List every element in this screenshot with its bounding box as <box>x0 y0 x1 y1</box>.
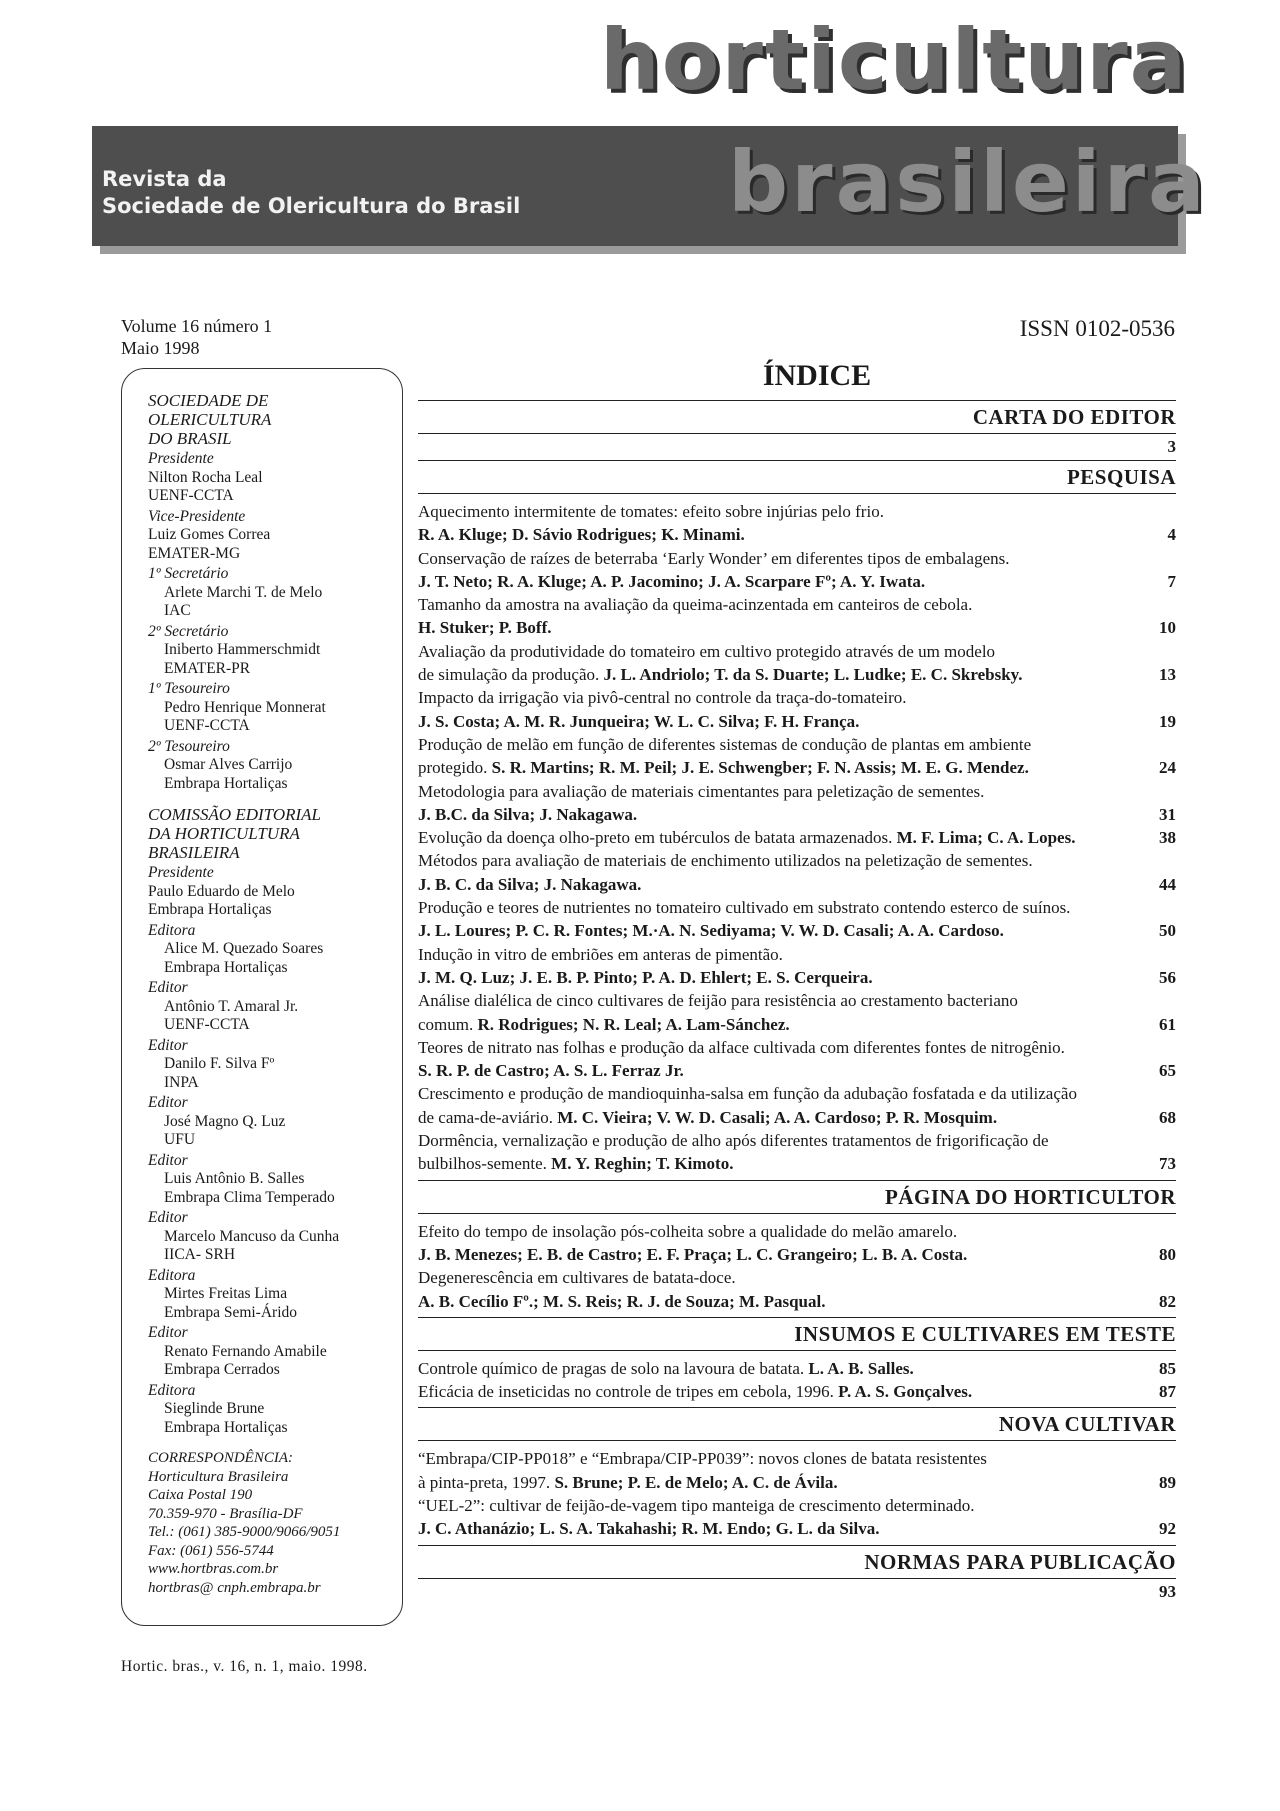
correspondence-line: Tel.: (061) 385-9000/9066/9051 <box>148 1524 341 1540</box>
toc-entry <box>418 756 1176 779</box>
role-label: Presidente <box>148 450 214 467</box>
person-affiliation: UENF-CCTA <box>164 717 250 734</box>
entry-title: Aquecimento intermitente de tomates: efeito sobre injúrias pelo frio. <box>418 502 884 521</box>
person-affiliation: Embrapa Hortaliças <box>164 958 288 976</box>
entry-title: Produção de melão em função de diferentes sistemas de condução de plantas em ambiente <box>418 734 1032 754</box>
person-affiliation: Embrapa Semi-Árido <box>164 1303 298 1321</box>
toc-entry <box>418 616 1176 639</box>
entry-authors: S. Brune; P. E. de Melo; A. C. de Ávila. <box>554 1472 838 1492</box>
toc-entry <box>418 966 1176 989</box>
person-name: Mirtes Freitas Lima <box>164 1285 288 1302</box>
entry-title-cont: Controle químico de pragas de solo na lavoura de batata. <box>418 1358 809 1378</box>
person-affiliation: EMATER-MG <box>148 544 241 562</box>
toc-entry <box>418 1013 1176 1036</box>
entry-page: 92 <box>1159 1519 1176 1539</box>
role-label: 2º Tesoureiro <box>148 737 230 755</box>
person-affiliation: UFU <box>164 1131 196 1148</box>
person-name: Luis Antônio B. Salles <box>164 1170 305 1187</box>
section-heading-nova-cultivar: NOVA CULTIVAR <box>998 1412 1176 1437</box>
society-name-line: OLERICULTURA <box>148 410 272 429</box>
person-name: Renato Fernando Amabile <box>164 1342 327 1360</box>
person-name: Osmar Alves Carrijo <box>164 756 293 773</box>
officers-list <box>148 450 392 793</box>
person-name: Marcelo Mancuso da Cunha <box>164 1227 340 1245</box>
journal-title-line1: horticultura <box>600 11 1189 109</box>
entry-authors: S. R. Martins; R. M. Peil; J. E. Schwengber; F. N. Assis; M. E. G. Mendez. <box>491 758 1029 778</box>
page-number: 93 <box>1159 1581 1176 1601</box>
masthead-banner <box>92 126 1208 246</box>
entry-page: 80 <box>1159 1244 1176 1264</box>
entry-title-cont: de simulação da produção. <box>418 665 604 685</box>
entry-page: 89 <box>1159 1472 1176 1492</box>
toc-entry <box>418 1243 1176 1266</box>
section-heading-horticultor: PÁGINA DO HORTICULTOR <box>885 1184 1176 1209</box>
correspondence-line: www.hortbras.com.br <box>148 1561 279 1577</box>
role-label: Presidente <box>148 864 214 881</box>
role-label: Editora <box>148 921 196 939</box>
role-label: Editor <box>148 1324 188 1341</box>
person-name: Nilton Rocha Leal <box>148 468 263 486</box>
entry-authors: R. Rodrigues; N. R. Leal; A. Lam-Sánchez. <box>477 1014 790 1034</box>
correspondence-line: Fax: (061) 556-5744 <box>148 1542 274 1559</box>
entry-page: 13 <box>1159 665 1176 685</box>
issn: ISSN 0102-0536 <box>1019 316 1175 341</box>
entry-page: 50 <box>1159 921 1176 941</box>
person-affiliation: Embrapa Clima Temperado <box>164 1188 335 1206</box>
person-affiliation: IAC <box>164 602 191 619</box>
person-name: Paulo Eduardo de Melo <box>148 882 295 900</box>
entry-title: Efeito do tempo de insolação pós-colheita sobre a qualidade do melão amarelo. <box>418 1221 958 1241</box>
section-heading-insumos: INSUMOS E CULTIVARES EM TESTE <box>794 1321 1176 1346</box>
correspondence-line: hortbras@ cnph.embrapa.br <box>148 1579 321 1596</box>
entry-page: 68 <box>1159 1107 1176 1127</box>
entry-page: 65 <box>1159 1061 1176 1081</box>
entry-title: Análise dialélica de cinco cultivares de feijão para resistência ao crestamento bacteriano <box>418 991 1018 1011</box>
society-name-line: SOCIEDADE DE <box>148 391 269 410</box>
pesquisa-entries-2 <box>418 849 1176 1175</box>
cultivar-entries <box>418 1447 1176 1540</box>
toc-entry <box>418 826 1176 849</box>
society-name-line: DO BRASIL <box>148 429 232 448</box>
correspondence-line: 70.359-970 - Brasília-DF <box>148 1505 303 1522</box>
role-label: Editor <box>148 979 188 996</box>
entry-authors: J. B. Menezes; E. B. de Castro; E. F. Praça; L. C. Grangeiro; L. B. A. Costa. <box>418 1244 968 1264</box>
entry-page: 82 <box>1159 1291 1176 1311</box>
person-name: Danilo F. Silva Fº <box>164 1055 275 1072</box>
volume-number: Volume 16 número 1 <box>121 316 273 336</box>
toc-entry <box>418 1106 1176 1129</box>
entry-title-cont: comum. <box>418 1014 478 1034</box>
person-affiliation: EMATER-PR <box>164 659 251 677</box>
role-label: 1º Tesoureiro <box>148 680 230 697</box>
entry-authors: P. A. S. Gonçalves. <box>838 1382 973 1402</box>
person-name: Luiz Gomes Correa <box>148 526 271 543</box>
entry-title: Teores de nitrato nas folhas e produção da alface cultivada com diferentes fontes de nitrogênio. <box>418 1037 1065 1057</box>
editors-list <box>148 864 392 1437</box>
role-label: Editor <box>148 1094 188 1111</box>
person-name: Alice M. Quezado Soares <box>164 940 324 957</box>
toc-entry <box>418 1380 1176 1403</box>
entry-authors: H. Stuker; P. Boff. <box>418 618 552 638</box>
citation-footer: Hortic. bras., v. 16, n. 1, maio. 1998. <box>121 1658 368 1675</box>
entry-authors: J. T. Neto; R. A. Kluge; A. P. Jacomino; J. A. Scarpare Fº; A. Y. Iwata. <box>418 571 926 591</box>
insumos-entries <box>418 1357 1176 1404</box>
subtitle-line2: Sociedade de Olericultura do Brasil <box>102 194 521 218</box>
person-name: Antônio T. Amaral Jr. <box>164 997 299 1015</box>
role-label: Vice-Presidente <box>148 507 246 525</box>
entry-title: Impacto da irrigação via pivô-central no controle da traça-do-tomateiro. <box>418 688 907 708</box>
person-name: Pedro Henrique Monnerat <box>164 698 326 716</box>
entry-authors: M. F. Lima; C. A. Lopes. <box>896 828 1076 848</box>
entry-authors: S. R. P. de Castro; A. S. L. Ferraz Jr. <box>418 1061 684 1081</box>
entry-page: 38 <box>1159 828 1176 848</box>
toc-entry <box>418 523 1176 546</box>
role-label: Editora <box>148 1266 196 1284</box>
correspondence-line: Horticultura Brasileira <box>148 1468 289 1485</box>
entry-page: 31 <box>1159 804 1176 824</box>
toc-entry <box>418 1471 1176 1494</box>
entry-page: 44 <box>1159 874 1176 894</box>
entry-page: 56 <box>1159 967 1176 987</box>
entry-page: 19 <box>1159 711 1176 731</box>
toc-entry <box>418 803 1176 826</box>
toc-entry <box>418 1357 1176 1380</box>
society-name <box>148 391 392 448</box>
person-name: Iniberto Hammerschmidt <box>164 641 321 658</box>
person-name: Arlete Marchi T. de Melo <box>164 583 323 601</box>
entry-authors: J. L. Loures; P. C. R. Fontes; M.·A. N. Sediyama; V. W. D. Casali; A. A. Cardoso. <box>418 921 1004 941</box>
role-label: Editor <box>148 1209 188 1226</box>
entry-page: 24 <box>1159 758 1176 778</box>
entry-page: 10 <box>1159 618 1176 638</box>
entry-title: Avaliação da produtividade do tomateiro em cultivo protegido através de um modelo <box>418 641 996 661</box>
entry-authors: J. C. Athanázio; L. S. A. Takahashi; R. M. Endo; G. L. da Silva. <box>418 1519 880 1539</box>
entry-title-cont: protegido. <box>418 758 492 778</box>
entry-title: Crescimento e produção de mandioquinha-salsa em função da adubação fosfatada e da utilização <box>418 1084 1077 1104</box>
toc-entry <box>418 710 1176 733</box>
section-heading-pesquisa: PESQUISA <box>1066 465 1176 489</box>
issue-info <box>121 315 272 359</box>
person-affiliation: Embrapa Hortaliças <box>148 901 272 918</box>
correspondence-line: Caixa Postal 190 <box>148 1487 253 1503</box>
subtitle-line1: Revista da <box>102 167 227 191</box>
toc-entry <box>418 570 1176 593</box>
person-affiliation: Embrapa Hortaliças <box>164 774 288 792</box>
entry-title: Produção e teores de nutrientes no tomateiro cultivado em substrato contendo esterco de suínos. <box>418 898 1071 918</box>
entry-authors: J. L. Andriolo; T. da S. Duarte; L. Ludke; E. C. Skrebsky. <box>603 665 1023 685</box>
entry-page: 4 <box>1167 525 1176 545</box>
entry-page: 87 <box>1159 1382 1176 1402</box>
role-label: 1º Secretário <box>148 565 229 582</box>
entry-title: Métodos para avaliação de materiais de enchimento utilizados na peletização de sementes. <box>418 851 1033 871</box>
entry-authors: L. A. B. Salles. <box>808 1358 914 1378</box>
entry-title: Metodologia para avaliação de materiais cimentantes para peletização de sementes. <box>418 781 985 801</box>
entry-title: Dormência, vernalização e produção de alho após diferentes tratamentos de frigorificação de <box>418 1131 1049 1151</box>
commission-name <box>148 805 392 862</box>
entry-title: Tamanho da amostra na avaliação da queima-acinzentada em canteiros de cebola. <box>418 595 973 615</box>
entry-authors: M. C. Vieira; V. W. D. Casali; A. A. Cardoso; P. R. Mosquim. <box>557 1107 998 1127</box>
issue-date: Maio 1998 <box>121 338 200 358</box>
entry-authors: J. M. Q. Luz; J. E. B. P. Pinto; P. A. D. Ehlert; E. S. Cerqueira. <box>418 967 873 987</box>
entry-authors: J. S. Costa; A. M. R. Junqueira; W. L. C. Silva; F. H. França. <box>418 711 860 731</box>
person-affiliation: UENF-CCTA <box>148 487 234 504</box>
entry-authors: J. B.C. da Silva; J. Nakagawa. <box>418 804 638 824</box>
page-number: 3 <box>1167 437 1176 456</box>
toc-entry <box>418 1152 1176 1175</box>
entry-authors: A. B. Cecílio Fº.; M. S. Reis; R. J. de Souza; M. Pasqual. <box>418 1291 826 1311</box>
pesquisa-entries <box>418 500 1176 826</box>
commission-name-line: BRASILEIRA <box>148 843 240 862</box>
entry-title: Indução in vitro de embriões em anteras de pimentão. <box>418 944 783 964</box>
person-affiliation: Embrapa Cerrados <box>164 1361 280 1378</box>
person-affiliation: IICA- SRH <box>164 1246 236 1263</box>
entry-authors: J. B. C. da Silva; J. Nakagawa. <box>418 874 642 894</box>
entry-title: “UEL-2”: cultivar de feijão-de-vagem tipo manteiga de crescimento determinado. <box>418 1495 975 1515</box>
horticultor-entries <box>418 1220 1176 1313</box>
section-heading-normas: NORMAS PARA PUBLICAÇÃO <box>864 1549 1176 1574</box>
person-affiliation: INPA <box>164 1073 199 1091</box>
entry-page: 73 <box>1159 1154 1176 1174</box>
role-label: 2º Secretário <box>148 622 229 640</box>
person-affiliation: Embrapa Hortaliças <box>164 1418 288 1436</box>
entry-title-cont: à pinta-preta, 1997. <box>418 1472 555 1492</box>
entry-authors: M. Y. Reghin; T. Kimoto. <box>551 1154 734 1174</box>
entry-page: 7 <box>1167 571 1176 591</box>
commission-name-line: COMISSÃO EDITORIAL <box>148 805 321 824</box>
entry-authors: R. A. Kluge; D. Sávio Rodrigues; K. Minami. <box>418 525 745 545</box>
entry-title-cont: bulbilhos-semente. <box>418 1154 552 1174</box>
entry-page: 85 <box>1159 1358 1176 1378</box>
index-title: ÍNDICE <box>762 359 872 392</box>
role-label: Editora <box>148 1381 196 1399</box>
editorial-sidebar <box>121 368 403 1626</box>
person-affiliation: UENF-CCTA <box>164 1016 250 1033</box>
correspondence-line: CORRESPONDÊNCIA: <box>148 1450 293 1466</box>
toc-entry <box>418 663 1176 686</box>
entry-title: Degenerescência em cultivares de batata-doce. <box>418 1268 736 1288</box>
toc-entry <box>418 1059 1176 1082</box>
role-label: Editor <box>148 1036 188 1054</box>
table-of-contents <box>418 352 1176 1605</box>
role-label: Editor <box>148 1151 188 1169</box>
entry-page: 61 <box>1159 1014 1176 1034</box>
commission-name-line: DA HORTICULTURA <box>148 824 300 843</box>
section-heading-carta: CARTA DO EDITOR <box>972 405 1176 429</box>
toc-entry <box>418 1517 1176 1540</box>
person-name: José Magno Q. Luz <box>164 1112 286 1130</box>
masthead-subtitle <box>102 166 520 220</box>
journal-title-line2: brasileira <box>728 133 1208 231</box>
masthead <box>0 0 1280 280</box>
entry-title: Evolução da doença olho-preto em tubérculos de batata armazenados. <box>418 828 897 848</box>
entry-title: Conservação de raízes de beterraba ‘Early Wonder’ em diferentes tipos de embalagens. <box>418 548 1010 568</box>
toc-entry <box>418 873 1176 896</box>
toc-entry <box>418 919 1176 942</box>
person-name: Sieglinde Brune <box>164 1400 265 1417</box>
correspondence-block <box>148 1449 392 1597</box>
entry-title: “Embrapa/CIP-PP018” e “Embrapa/CIP-PP039”: novos clones de batata resistentes <box>418 1449 987 1469</box>
toc-entry <box>418 1290 1176 1313</box>
entry-title-cont: de cama-de-aviário. <box>418 1107 558 1127</box>
entry-title-cont: Eficácia de inseticidas no controle de tripes em cebola, 1996. <box>418 1382 839 1402</box>
